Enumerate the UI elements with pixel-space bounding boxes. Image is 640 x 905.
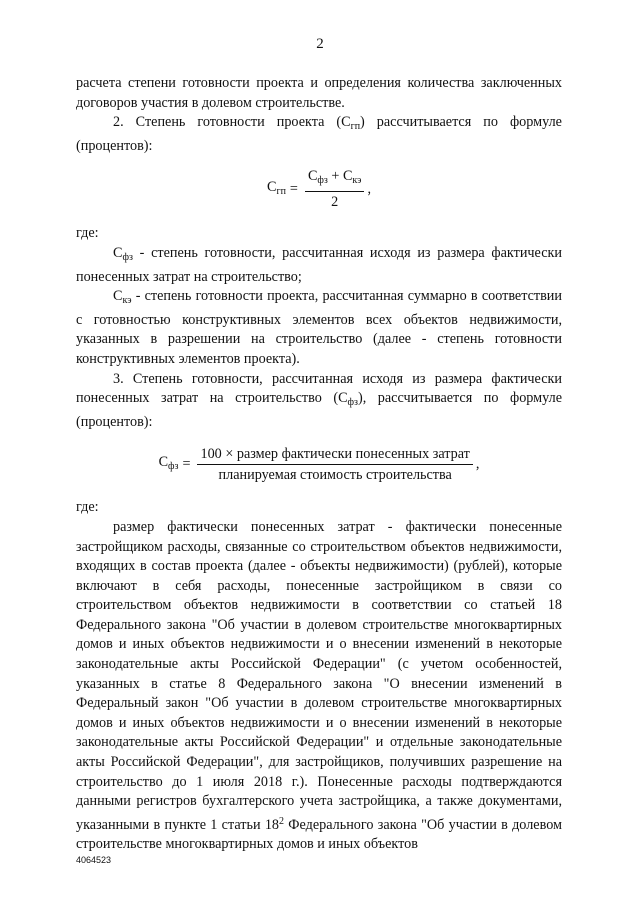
- formula-1-numerator: $С_{фз} + С_{кэ}$: [305, 167, 365, 192]
- paragraph-3: 3. Степень готовности, рассчитанная исходя из размера фактически понесенных затрат на строительство $(С_{фз})$, рассчитывается по формуле (процентов):: [76, 370, 562, 430]
- formula-2-numerator: 100 × размер фактически понесенных затрат: [197, 445, 472, 465]
- formula-1-lhs: $С_{гп}$: [267, 178, 286, 197]
- paragraph-2: [76, 113, 562, 156]
- formula-2-equals: =: [182, 455, 191, 472]
- formula-actual-costs: [76, 436, 562, 492]
- page-number: 2: [316, 36, 324, 52]
- where-label-2: где:: [76, 499, 99, 516]
- formula-2-comma: ,: [475, 455, 480, 472]
- paragraph-2-subscript: гп: [350, 121, 361, 133]
- formula-1-denominator: 2: [331, 194, 339, 211]
- document-body: [76, 74, 562, 855]
- paragraph-2-text-end: ) рассчитывается по формуле (процентов):: [76, 114, 562, 154]
- document-id: 4064523: [76, 855, 112, 865]
- definition-ske: $С_{кэ}$ - степень готовности проекта, рассчитанная суммарно в соответствии с готовностью конструктивных элементов всех объектов недвижимости, указанных в разрешении на строительство (далее - степень готовности конструктивных элементов проекта).: [76, 288, 562, 367]
- formula-2-lhs: $С_{фз}$: [158, 453, 179, 472]
- paragraph-2-text-start: 2. Степень готовности проекта (С: [113, 114, 351, 131]
- formula-2-fraction: [197, 445, 472, 484]
- where-label-1: где:: [76, 225, 99, 242]
- formula-1-equals: =: [289, 180, 298, 197]
- definition-sfz: $С_{фз}$ - степень готовности, рассчитанная исходя из размера фактически понесенных затрат на строительство;: [76, 244, 562, 285]
- formula-2-denominator: планируемая стоимость строительства: [218, 466, 452, 483]
- formula-1-fraction: [305, 167, 365, 211]
- paragraph-1: расчета степени готовности проекта и определения количества заключенных договоров участия в долевом строительстве.: [76, 75, 562, 111]
- formula-1-comma: ,: [367, 180, 371, 197]
- formula-project-readiness: [76, 160, 562, 218]
- paragraph-4: размер фактически понесенных затрат - фактически понесенные застройщиком расходы, связанные со строительством объектов недвижимости, входящих в состав проекта (далее - объекты недвижимости) (рублей), которые включают в себя расходы, понесенные застройщиком в связи со строительством объектов недвижимости в соответствии со статьей 18 Федерального закона "Об участии в долевом строительстве многоквартирных домов и иных объектов недвижимости и о внесении изменений в некоторые законодательные акты Российской Федерации" (с учетом особенностей, указанных в статье 8 Федерального закона "О внесении изменений в Федеральный закон "Об участии в долевом строительстве многоквартирных домов и иных объектов недвижимости и о внесении изменений в некоторые законодательные акты Российской Федерации" и отдельные законодательные акты Российской Федерации", для застройщиков, получивших разрешение на строительство до 1 июля 2018 г.). Понесенные расходы подтверждаются данными регистров бухгалтерского учета застройщика, а также документами, указанными в пункте 1 статьи $18^2$ Федерального закона "Об участии в долевом строительстве многоквартирных домов и иных объектов: [76, 518, 562, 853]
